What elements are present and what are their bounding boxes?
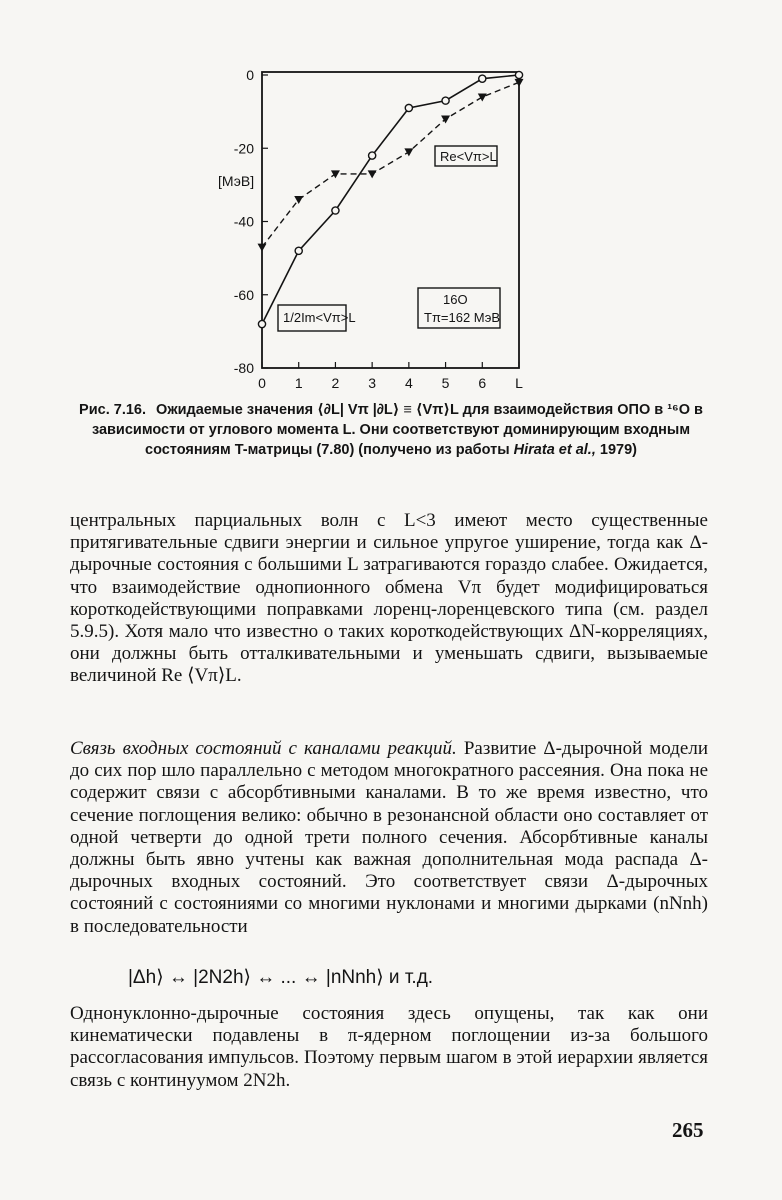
caption-text: Ожидаемые значения ⟨∂L| Vπ |∂L⟩ ≡ ⟨Vπ⟩L для взаимодействия ОПО в ¹⁶O в зависимости от углового момента L. Они соответствуют доминирующим входным состояниям T-матрицы (7.80) (получено из работы: [91, 402, 703, 458]
data-point: [331, 170, 340, 178]
legend-re-text: Re<Vπ>L: [440, 149, 497, 164]
data-point: [404, 148, 413, 156]
legend-im: [278, 305, 356, 331]
x-tick-label: 0: [258, 375, 266, 391]
paragraph-2-text: Развитие Δ-дырочной модели до сих пор шло параллельно с методом многократного рассеяния. Она пока не содержит связи с абсорбтивными каналами. В то же время известно, что сечение поглощения велико: обычно в резонансной области оно составляет от одной четверти до одной трети полного сечения. Абсорбтивные каналы должны быть явно учтены как важная дополнительная мода распада Δ-дырочных входных состояний. Это соответствует связи Δ-дырочных состояний с состояниями со многими нуклонами и многими дырками (nNnh) в последовательности: [70, 738, 708, 937]
y-tick-label: -80: [233, 360, 254, 376]
data-point: [258, 244, 267, 252]
formula: |Δh⟩ ↔ |2N2h⟩ ↔ ... ↔ |nNnh⟩ и т.д.: [128, 967, 434, 988]
paragraph-3: Однонуклонно-дырочные состояния здесь опущены, так как они кинематически подавлены в π-ядерном поглощении из-за большого рассогласования импульсов. Поэтому первым шагом в этой иерархии является связь с континуумом 2N2h.: [70, 1003, 708, 1091]
data-point: [258, 320, 265, 327]
x-tick-label: L: [515, 375, 523, 391]
annotation-box: [418, 288, 500, 328]
series-line-1: [262, 82, 519, 247]
data-point: [479, 75, 486, 82]
energy-label: Tπ=162 МэВ: [424, 310, 501, 325]
section-label: Связь входных состояний с каналами реакций.: [70, 738, 457, 759]
caption-ref: Hirata et al.,: [513, 442, 596, 458]
nucleus-label: 16O: [443, 292, 468, 307]
legend-re: [435, 146, 497, 166]
x-tick-label: 6: [478, 375, 487, 391]
figure-chart: [0, 0, 782, 400]
page-number: 265: [672, 1118, 704, 1142]
y-tick-label: -60: [233, 286, 254, 303]
data-point: [295, 247, 302, 254]
x-tick-label: 2: [331, 375, 340, 391]
series-group: [258, 71, 524, 327]
y-tick-label: -40: [233, 213, 254, 230]
paragraph-1: центральных парциальных волн с L<3 имеют место существенные притягивательные сдвиги энергии и сильное упругое уширение, тогда как Δ-дырочные состояния с большими L затрагиваются гораздо слабее. Ожидается, что взаимодействие однопионного обмена Vπ будет модифицироваться короткодействующими поправками лоренц-лоренцевского типа (см. раздел 5.9.5). Хотя мало что известно о таких короткодействующих ΔN-корреляциях, они должны быть отталкивательными и уменьшать сдвиги, вызываемые величиной Re ⟨Vπ⟩L.: [70, 510, 708, 687]
y-tick-label: -20: [233, 140, 254, 157]
x-tick-label: 1: [294, 375, 303, 391]
paragraph-2: [70, 738, 708, 938]
data-point: [442, 97, 449, 104]
legend-im-text: 1/2Im<Vπ>L: [283, 310, 356, 325]
data-point: [332, 207, 339, 214]
caption-label: Рис. 7.16.: [79, 402, 147, 418]
data-point: [369, 152, 376, 159]
x-tick-label: 4: [404, 375, 413, 391]
figure-caption: [70, 400, 712, 460]
y-axis-label: [МэВ]: [218, 173, 255, 189]
data-point: [441, 115, 450, 123]
x-axis: [258, 362, 523, 391]
x-tick-label: 3: [368, 375, 377, 391]
data-point: [368, 170, 377, 178]
data-point: [405, 104, 412, 111]
x-tick-label: 5: [441, 375, 450, 391]
data-point: [515, 71, 522, 78]
data-point: [478, 93, 487, 101]
caption-year: 1979): [599, 442, 637, 458]
y-tick-label: 0: [246, 67, 254, 83]
